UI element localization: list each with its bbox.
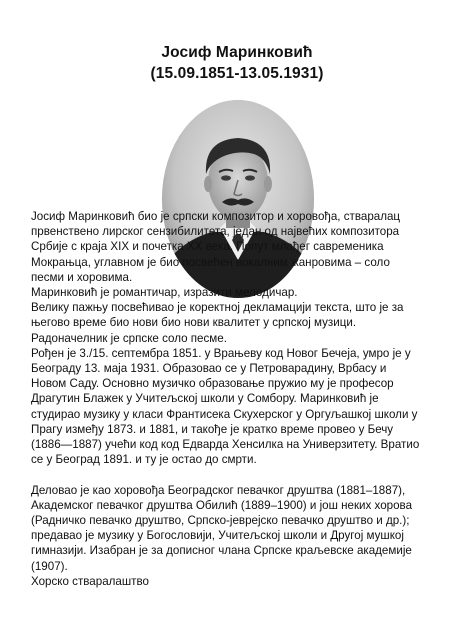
section-heading-choral-work <box>31 574 451 589</box>
text-line: (1907). <box>31 559 68 573</box>
text-line: Деловао је као хоровођа Београдског певачког друштва (1881–1887), <box>31 483 406 497</box>
text-line: Драгутин Блажек у Учитељској школи у Сомбору. Маринковић је <box>31 392 379 406</box>
text-line: се у Београд 1891. и ту је остао до смрти. <box>31 453 257 467</box>
text-line: његово време био нови био нови квалитет у српској музици. <box>31 316 357 330</box>
text-line: Србије с краја XIX и почетка XX века. Попут млађег савременика <box>31 240 384 254</box>
paragraph-founder <box>31 331 451 346</box>
text-line: Београду 13. маја 1931. Образовао се у Петроварадину, Врбасу и <box>31 362 387 376</box>
text-line: песми и хоровима. <box>31 270 133 284</box>
paragraph-intro <box>31 209 451 285</box>
text-line: Јосиф Маринковић био је српски композитор и хоровођа, стваралац <box>31 210 401 223</box>
page-title: Јосиф Маринковић <box>161 44 313 61</box>
text-line: (Радничко певачко друштво, Српско-јеврејско певачко друштво и др.); <box>31 514 410 528</box>
text-line: Велику пажњу посвећивао је коректној декламацији текста, што је за <box>31 301 404 315</box>
text-line: студирао музику у класи Франтисека Скухерског у Оргуљашкој школи у <box>31 407 418 421</box>
text-line: Мокрањца, углавном је био посвећен вокалним жанровима – соло <box>31 255 390 269</box>
biography-text <box>31 209 451 589</box>
paragraph-career <box>31 483 451 574</box>
text-line: Маринковић је романтичар, изразити мелодичар. <box>31 286 298 300</box>
paragraph-declamation <box>31 300 451 330</box>
text-line: првенствено лирског сензибилитета, један од највећих композитора <box>31 225 400 239</box>
text-line: Радоначелник је српске соло песме. <box>31 331 227 345</box>
blank-line <box>31 467 451 482</box>
text-line: (1886—1887) учећи код код Едварда Хенсилка на Универзитету. Вратио <box>31 438 420 452</box>
paragraph-romantic <box>31 285 451 300</box>
text-line: Рођен је 3./15. септембра 1851. у Врањеву код Новог Бечеја, умро је у <box>31 346 411 360</box>
text-line: Хорско стваралаштво <box>31 574 149 588</box>
text-line: гимназији. Изабран је за дописног члана Српске краљевске академије <box>31 544 412 558</box>
page-subtitle-dates: (15.09.1851-13.05.1931) <box>150 65 324 82</box>
text-line: предавао је музику у Богословији, Учитељској школи и Другој мушкој <box>31 529 404 543</box>
text-line: Новом Саду. Основно музичко образовање пружио му је професор <box>31 377 394 391</box>
text-line: Академског певачког друштва Обилић (1889–1900) и још неких хорова <box>31 498 413 512</box>
paragraph-biography <box>31 346 451 468</box>
text-line: Прагу између 1873. и 1881, и такође је кратко време провео у Бечу <box>31 422 394 436</box>
